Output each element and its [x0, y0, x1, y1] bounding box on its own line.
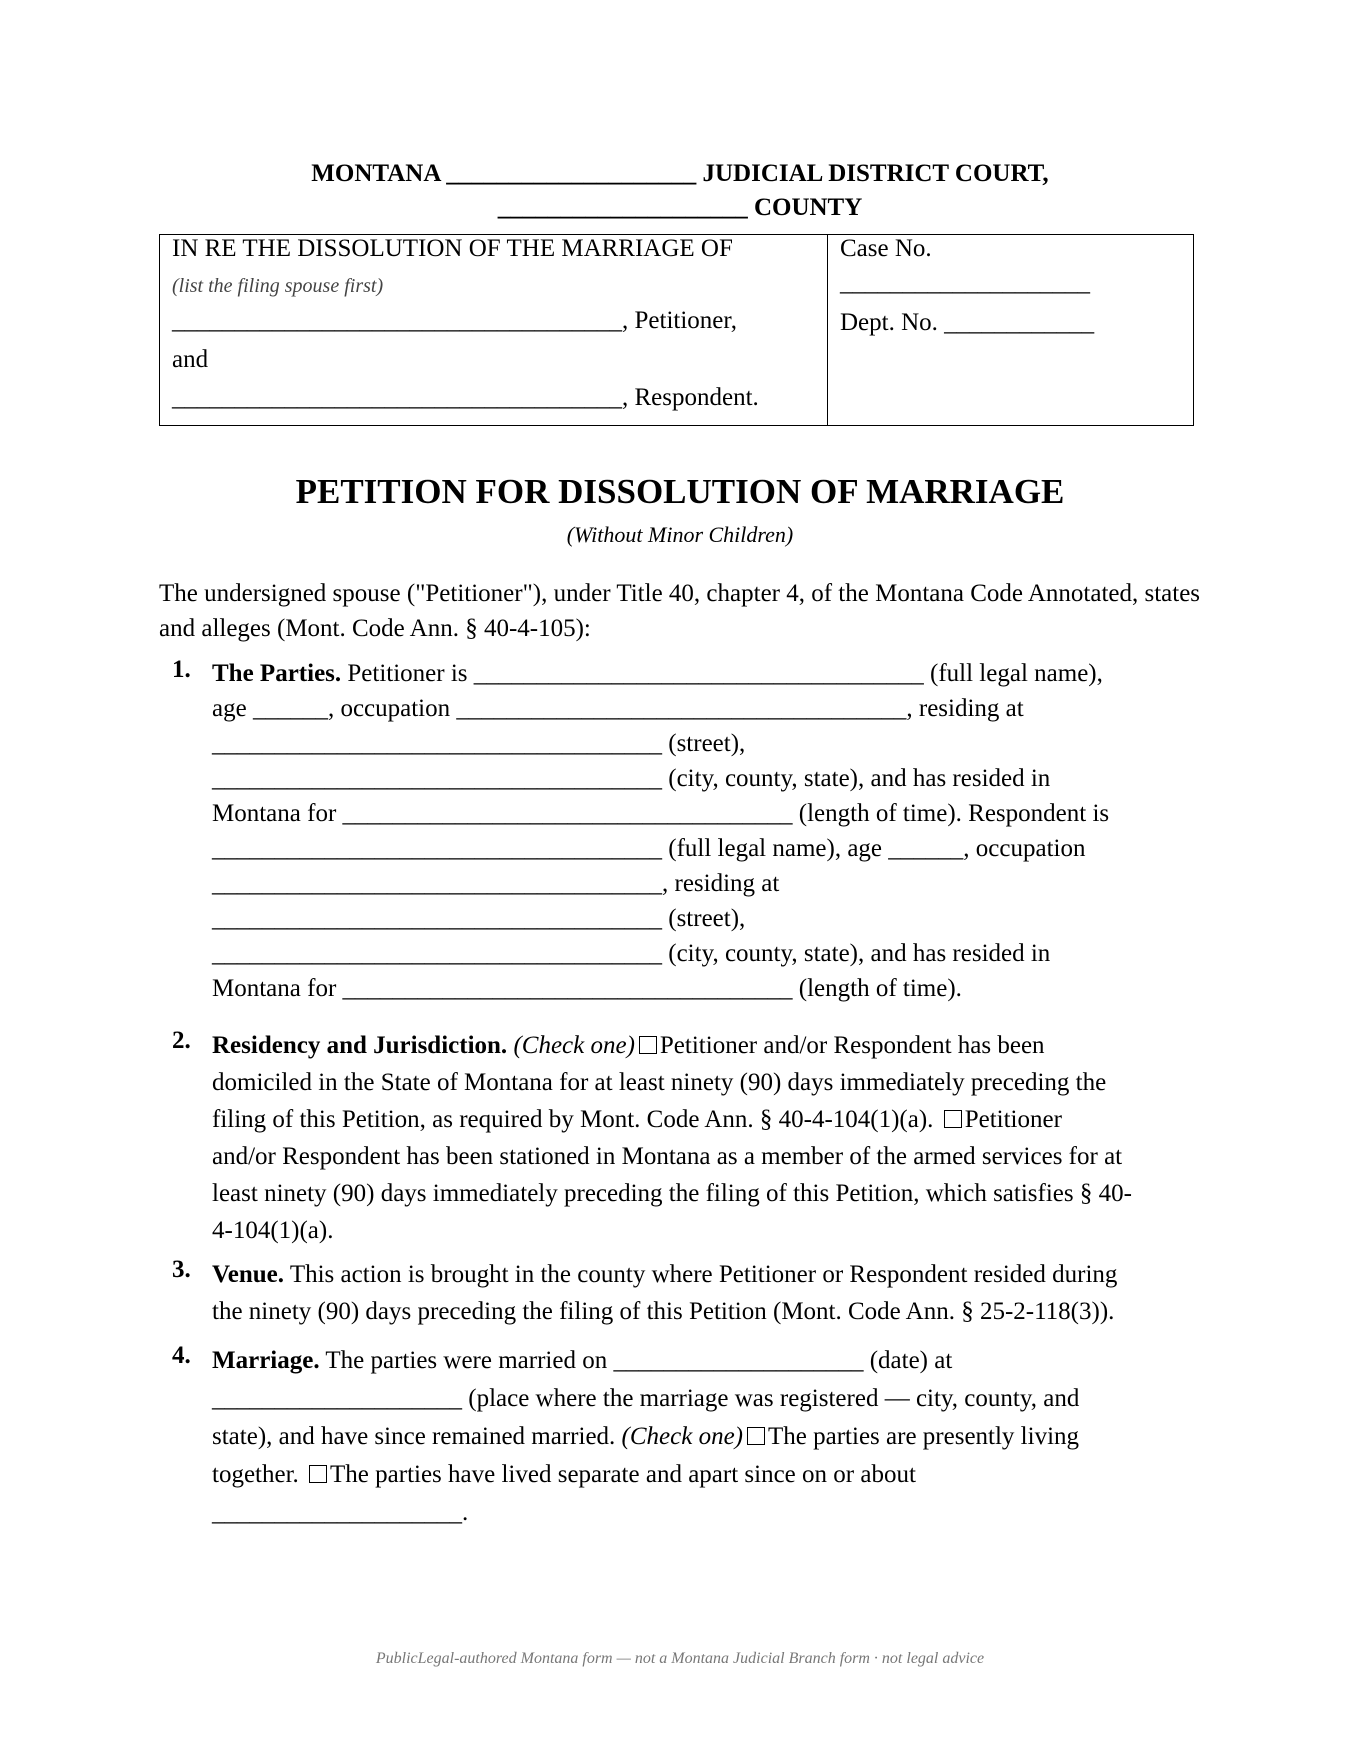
intro-paragraph: The undersigned spouse ("Petitioner"), under Title 40, chapter 4, of the Montana Code Annotated, states and alleges (Mont. Code Ann. § 40-4-105):: [159, 580, 1201, 642]
section-2-check-one: (Check one): [507, 1032, 635, 1059]
section-3-line-1: This action is brought in the county where Petitioner or Respondent resided during: [284, 1261, 1118, 1288]
caption-parties: [160, 235, 828, 425]
section-3-heading: Venue.: [212, 1261, 285, 1288]
living-together-checkbox[interactable]: [747, 1427, 765, 1445]
separated-option-text: The parties have lived separate and apart since on or about: [330, 1461, 916, 1488]
petitioner-name-line[interactable]: ____________________________________, Petitioner,: [172, 307, 737, 334]
respondent-occupation-field[interactable]: ____________________________________, residing at: [212, 870, 780, 897]
and-label: and: [172, 346, 209, 373]
respondent-residence-length-field[interactable]: Montana for ____________________________________ (length of time).: [212, 975, 962, 1002]
document-title: PETITION FOR DISSOLUTION OF MARRIAGE: [295, 472, 1065, 511]
case-caption-box: [159, 234, 1194, 426]
document-subtitle: (Without Minor Children): [566, 522, 794, 547]
dept-no-field[interactable]: Dept. No. ____________: [840, 309, 1095, 336]
section-4-number: 4.: [172, 1342, 191, 1369]
respondent-name-line[interactable]: ____________________________________, Respondent.: [172, 384, 759, 411]
section-4-heading: Marriage.: [212, 1347, 320, 1374]
petitioner-residence-length-field[interactable]: Montana for ____________________________________ (length of time). Respondent is: [212, 800, 1110, 827]
section-2-line-5: least ninety (90) days immediately preceding the filing of this Petition, which satisfies § 40-: [212, 1180, 1132, 1207]
filing-spouse-hint: (list the filing spouse first): [172, 275, 384, 297]
case-no-field[interactable]: ____________________: [840, 269, 1090, 296]
section-2-line-2: domiciled in the State of Montana for at least ninety (90) days immediately preceding the: [212, 1069, 1107, 1096]
living-together-option-text: The parties are presently living: [768, 1423, 1080, 1450]
section-2-line-4: and/or Respondent has been stationed in Montana as a member of the armed services for at: [212, 1143, 1123, 1170]
section-2-residency: [212, 1027, 1212, 1249]
section-4-marriage: [212, 1342, 1212, 1532]
petitioner-age-occupation-field[interactable]: age ______, occupation ____________________________________, residing at: [212, 695, 1024, 722]
section-2-number: 2.: [172, 1027, 191, 1054]
respondent-city-field[interactable]: ____________________________________ (city, county, state), and has resided in: [212, 940, 1051, 967]
armed-services-checkbox[interactable]: [944, 1110, 962, 1128]
armed-services-option-text: Petitioner: [964, 1106, 1062, 1133]
respondent-street-field[interactable]: ____________________________________ (street),: [212, 905, 746, 932]
petitioner-street-field[interactable]: ____________________________________ (street),: [212, 730, 746, 757]
court-heading-line-2: ____________________ COUNTY: [497, 194, 863, 221]
section-3-venue: [212, 1256, 1212, 1330]
separated-checkbox[interactable]: [309, 1465, 327, 1483]
section-4-check-one: (Check one): [621, 1423, 744, 1450]
section-1-parties: [212, 656, 1212, 1006]
section-3-line-2: the ninety (90) days preceding the filing of this Petition (Mont. Code Ann. § 25-2-118(3)).: [212, 1298, 1115, 1325]
section-2-heading: Residency and Jurisdiction.: [212, 1032, 508, 1059]
section-1-number: 1.: [172, 656, 191, 683]
section-3-number: 3.: [172, 1256, 191, 1283]
court-heading-line-1: MONTANA ____________________ JUDICIAL DISTRICT COURT,: [311, 160, 1049, 187]
caption-case-info: [828, 235, 1193, 425]
section-1-heading: The Parties.: [212, 660, 342, 687]
domiciled-checkbox[interactable]: [639, 1036, 657, 1054]
section-2-line-3: filing of this Petition, as required by Mont. Code Ann. § 40-4-104(1)(a).: [212, 1106, 940, 1133]
separation-date-field[interactable]: ____________________.: [212, 1499, 469, 1526]
petitioner-name-field[interactable]: Petitioner is ____________________________________ (full legal name),: [341, 660, 1103, 687]
domiciled-option-text: Petitioner and/or Respondent has been: [659, 1032, 1045, 1059]
section-2-line-6: 4-104(1)(a).: [212, 1217, 334, 1244]
section-4-line-4: together.: [212, 1461, 306, 1488]
marriage-place-field[interactable]: ____________________ (place where the marriage was registered — city, county, and: [212, 1385, 1080, 1412]
form-disclaimer-footer: PublicLegal-authored Montana form — not a Montana Judicial Branch form · not legal advice: [375, 1650, 985, 1667]
marriage-date-field[interactable]: The parties were married on ____________________ (date) at: [319, 1347, 953, 1374]
case-no-label: Case No.: [840, 235, 932, 262]
respondent-name-age-field[interactable]: ____________________________________ (full legal name), age ______, occupation: [212, 835, 1086, 862]
section-4-line-3: state), and have since remained married.: [212, 1423, 622, 1450]
in-re-line: IN RE THE DISSOLUTION OF THE MARRIAGE OF: [172, 235, 733, 262]
petitioner-city-field[interactable]: ____________________________________ (city, county, state), and has resided in: [212, 765, 1051, 792]
